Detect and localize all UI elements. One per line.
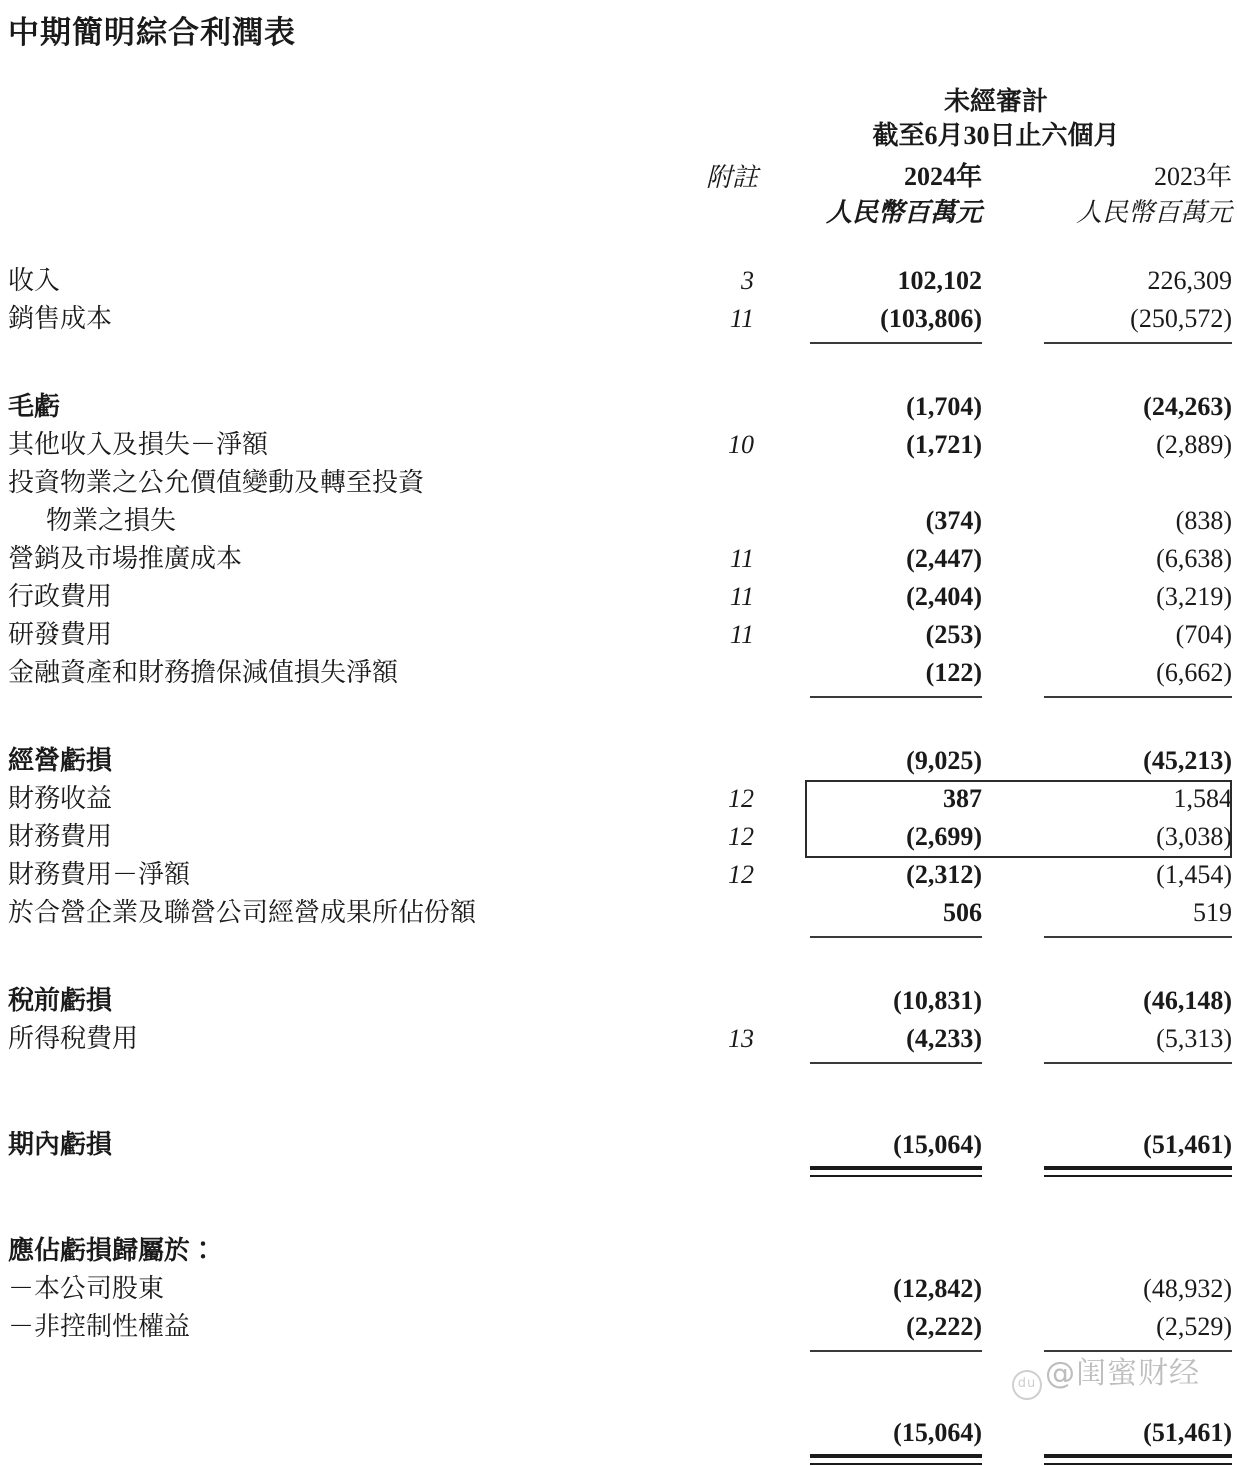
spacer-cell <box>982 426 1030 464</box>
rule-2023 <box>1030 692 1237 706</box>
row-label <box>0 1414 610 1452</box>
row-label: 稅前虧損 <box>8 986 113 1015</box>
spacer-cell <box>982 578 1030 616</box>
row-spacer <box>0 1072 1237 1126</box>
row-value-2024: (4,233) <box>906 1024 982 1053</box>
spacer-cell <box>982 388 1030 426</box>
table-row <box>0 742 1237 780</box>
row-value-2023: (24,263) <box>1143 392 1232 421</box>
spacer-cell <box>982 540 1030 578</box>
row-note: 11 <box>729 544 754 573</box>
spacer-cell <box>758 1164 800 1178</box>
row-spacer <box>0 706 1237 742</box>
spacer-cell <box>758 1058 800 1072</box>
row-value-2023: (6,662) <box>1156 658 1232 687</box>
row-value-2024: (10,831) <box>893 986 982 1015</box>
spacer-cell <box>0 1164 610 1178</box>
row-label: 金融資產和財務擔保減值損失淨額 <box>8 658 399 687</box>
rule-2023 <box>1030 338 1237 352</box>
spacer-cell <box>982 262 1030 300</box>
row-value-2024: (2,404) <box>906 582 982 611</box>
row-value-2023: 1,584 <box>1173 784 1232 813</box>
row-label: 應佔虧損歸屬於： <box>8 1236 217 1265</box>
spacer-cell <box>982 654 1030 692</box>
row-value-2023: (5,313) <box>1156 1024 1232 1053</box>
table-row <box>0 388 1237 426</box>
row-note <box>610 742 758 780</box>
rule-2024 <box>800 1058 982 1072</box>
spacer-cell <box>982 818 1030 856</box>
table-row <box>0 616 1237 654</box>
row-value-2024: (2,699) <box>906 822 982 851</box>
rule-2023 <box>1030 1452 1237 1466</box>
row-label: 經營虧損 <box>8 746 113 775</box>
table-row <box>0 780 1237 818</box>
spacer-cell <box>610 1452 758 1466</box>
row-note <box>610 1126 758 1164</box>
table-row <box>0 540 1237 578</box>
table-row <box>0 262 1237 300</box>
spacer-cell <box>758 932 800 946</box>
row-note: 11 <box>729 582 754 611</box>
table-row <box>0 1270 1237 1308</box>
subtotal-rule <box>0 338 1237 352</box>
row-note <box>610 464 758 502</box>
spacer-cell <box>982 1126 1030 1164</box>
spacer-cell <box>0 692 610 706</box>
spacer-cell <box>982 616 1030 654</box>
spacer-cell <box>982 1020 1030 1058</box>
spacer-cell <box>758 1346 800 1360</box>
table-row <box>0 894 1237 932</box>
row-value-2023: (2,529) <box>1156 1312 1232 1341</box>
header-unaudited: 未經審計 <box>943 87 1048 116</box>
table-row <box>0 856 1237 894</box>
row-value-2023 <box>1030 464 1237 502</box>
rule-2023 <box>1030 932 1237 946</box>
spacer-cell <box>0 1346 610 1360</box>
table-row <box>0 1232 1237 1270</box>
row-value-2023: (51,461) <box>1143 1130 1232 1159</box>
row-label: 收入 <box>8 266 61 295</box>
header-year-2023: 2023年 <box>1153 162 1232 191</box>
row-value-2024: 102,102 <box>897 266 982 295</box>
row-value-2023: 519 <box>1193 898 1232 927</box>
row-value-2024: (2,222) <box>906 1312 982 1341</box>
row-note: 11 <box>729 304 754 333</box>
row-value-2023: (3,219) <box>1156 582 1232 611</box>
row-value-2024: (374) <box>925 506 982 535</box>
row-value-2024: (2,447) <box>906 544 982 573</box>
total-rule <box>0 1164 1237 1178</box>
row-value-2023: (2,889) <box>1156 430 1232 459</box>
row-value-2024: (15,064) <box>893 1130 982 1159</box>
table-row <box>0 578 1237 616</box>
spacer-cell <box>982 692 1030 706</box>
row-note <box>610 1308 758 1346</box>
table-row <box>0 982 1237 1020</box>
spacer-cell <box>758 540 800 578</box>
row-spacer <box>0 352 1237 388</box>
spacer-cell <box>982 780 1030 818</box>
row-value-2023: (48,932) <box>1143 1274 1232 1303</box>
header-currency-2024: 人民幣百萬元 <box>825 198 982 227</box>
row-value-2024: (1,704) <box>906 392 982 421</box>
row-value-2024: (12,842) <box>893 1274 982 1303</box>
table-row <box>0 502 1237 540</box>
row-note: 12 <box>728 822 754 851</box>
watermark-text: @闺蜜财经 <box>1045 1356 1200 1391</box>
row-note: 3 <box>741 266 754 295</box>
row-spacer <box>0 1178 1237 1232</box>
spacer-cell <box>758 1308 800 1346</box>
total-rule <box>0 1452 1237 1466</box>
spacer-cell <box>982 1452 1030 1466</box>
table-row <box>0 1020 1237 1058</box>
spacer-cell <box>758 300 800 338</box>
table-row <box>0 300 1237 338</box>
subtotal-rule <box>0 692 1237 706</box>
spacer-cell <box>982 1058 1030 1072</box>
row-value-2024: (9,025) <box>906 746 982 775</box>
header-currency-2023: 人民幣百萬元 <box>1075 198 1232 227</box>
spacer-cell <box>758 262 800 300</box>
spacer-cell <box>758 894 800 932</box>
spacer-cell <box>982 982 1030 1020</box>
row-value-2023: 226,309 <box>1147 266 1232 295</box>
spacer-cell <box>758 982 800 1020</box>
row-label: 投資物業之公允價值變動及轉至投資 <box>8 468 425 497</box>
spacer-cell <box>610 1346 758 1360</box>
header-year-2024: 2024年 <box>903 162 982 191</box>
baidu-paw-icon: du <box>1012 1370 1042 1400</box>
row-note <box>610 982 758 1020</box>
row-label: 其他收入及損失－淨額 <box>8 430 269 459</box>
row-note: 13 <box>728 1024 754 1053</box>
spacer-cell <box>982 894 1030 932</box>
row-value-2023: (250,572) <box>1130 304 1232 333</box>
spacer-cell <box>982 464 1030 502</box>
rule-2023 <box>1030 1164 1237 1178</box>
spacer-cell <box>758 654 800 692</box>
header-period: 截至6月30日止六個月 <box>872 121 1120 150</box>
spacer-cell <box>758 1414 800 1452</box>
spacer-cell <box>982 932 1030 946</box>
income-statement-table <box>0 262 1237 1466</box>
row-note <box>610 388 758 426</box>
spacer-cell <box>982 742 1030 780</box>
rule-2024 <box>800 692 982 706</box>
spacer-cell <box>982 856 1030 894</box>
spacer-cell <box>0 338 610 352</box>
spacer-cell <box>610 1164 758 1178</box>
table-row <box>0 1414 1237 1452</box>
spacer-cell <box>758 502 800 540</box>
row-value-2023: (51,461) <box>1143 1418 1232 1447</box>
row-value-2024: 387 <box>943 784 982 813</box>
spacer-cell <box>610 1058 758 1072</box>
spacer-cell <box>758 1270 800 1308</box>
rule-2023 <box>1030 1058 1237 1072</box>
spacer-cell <box>758 1020 800 1058</box>
row-label: 毛虧 <box>8 392 61 421</box>
row-value-2024: (1,721) <box>906 430 982 459</box>
row-value-2024: (253) <box>925 620 982 649</box>
spacer-cell <box>0 932 610 946</box>
row-label: 財務費用－淨額 <box>8 860 191 889</box>
row-value-2023: (46,148) <box>1143 986 1232 1015</box>
spacer-cell <box>0 1452 610 1466</box>
row-value-2023: (704) <box>1175 620 1232 649</box>
rule-2024 <box>800 1164 982 1178</box>
row-label: 於合營企業及聯營公司經營成果所佔份額 <box>8 898 477 927</box>
row-spacer <box>0 946 1237 982</box>
rule-2024 <box>800 932 982 946</box>
spacer-cell <box>982 300 1030 338</box>
row-value-2023: (3,038) <box>1156 822 1232 851</box>
row-note <box>610 1232 758 1270</box>
spacer-cell <box>758 388 800 426</box>
spacer-cell <box>758 1232 800 1270</box>
spacer-cell <box>610 338 758 352</box>
row-value-2023: (6,638) <box>1156 544 1232 573</box>
row-value-2024: (122) <box>925 658 982 687</box>
spacer-cell <box>758 464 800 502</box>
row-label: 營銷及市場推廣成本 <box>8 544 243 573</box>
row-note: 12 <box>728 860 754 889</box>
row-value-2024: (2,312) <box>906 860 982 889</box>
row-note <box>610 654 758 692</box>
watermark <box>1012 1348 1200 1396</box>
page-title: 中期簡明綜合利潤表 <box>8 15 296 50</box>
spacer-cell <box>982 1232 1030 1270</box>
header-note-column: 附註 <box>705 163 758 192</box>
spacer-cell <box>758 692 800 706</box>
spacer-cell <box>982 338 1030 352</box>
row-label: 行政費用 <box>8 582 113 611</box>
spacer-cell <box>758 1452 800 1466</box>
spacer-cell <box>982 1308 1030 1346</box>
rule-2024 <box>800 1452 982 1466</box>
row-label: 財務收益 <box>8 784 113 813</box>
row-label: 銷售成本 <box>8 304 113 333</box>
row-note: 10 <box>728 430 754 459</box>
row-label: 財務費用 <box>8 822 113 851</box>
spacer-cell <box>982 502 1030 540</box>
spacer-cell <box>982 1164 1030 1178</box>
row-note: 12 <box>728 784 754 813</box>
column-headers <box>0 82 1237 242</box>
spacer-cell <box>982 1414 1030 1452</box>
row-note <box>610 894 758 932</box>
table-row <box>0 1308 1237 1346</box>
row-label: 物業之損失 <box>46 506 177 535</box>
row-value-2024: (15,064) <box>893 1418 982 1447</box>
table-row <box>0 426 1237 464</box>
subtotal-rule <box>0 932 1237 946</box>
row-note <box>610 1414 758 1452</box>
row-label: 研發費用 <box>8 620 113 649</box>
spacer-cell <box>758 338 800 352</box>
spacer-cell <box>610 932 758 946</box>
row-value-2023: (45,213) <box>1143 746 1232 775</box>
row-label: －本公司股東 <box>8 1274 165 1303</box>
spacer-cell <box>758 616 800 654</box>
table-row <box>0 1126 1237 1164</box>
row-value-2024 <box>800 464 982 502</box>
spacer-cell <box>758 780 800 818</box>
row-value-2023: (1,454) <box>1156 860 1232 889</box>
spacer-cell <box>758 742 800 780</box>
row-label: 所得稅費用 <box>8 1024 139 1053</box>
spacer-cell <box>758 818 800 856</box>
row-note <box>610 1270 758 1308</box>
row-note: 11 <box>729 620 754 649</box>
spacer-cell <box>758 426 800 464</box>
rule-2024 <box>800 338 982 352</box>
table-row <box>0 464 1237 502</box>
table-row <box>0 654 1237 692</box>
row-value-2023: (838) <box>1175 506 1232 535</box>
spacer-cell <box>610 692 758 706</box>
spacer-cell <box>982 1270 1030 1308</box>
spacer-cell <box>758 856 800 894</box>
table-row <box>0 818 1237 856</box>
rule-2024 <box>800 1346 982 1360</box>
row-value-2024: 506 <box>943 898 982 927</box>
row-value-2023 <box>1030 1232 1237 1270</box>
spacer-cell <box>758 578 800 616</box>
spacer-cell <box>0 1058 610 1072</box>
row-label: －非控制性權益 <box>8 1312 191 1341</box>
row-label: 期內虧損 <box>8 1130 113 1159</box>
row-value-2024 <box>800 1232 982 1270</box>
row-note <box>610 502 758 540</box>
row-value-2024: (103,806) <box>880 304 982 333</box>
subtotal-rule <box>0 1058 1237 1072</box>
spacer-cell <box>758 1126 800 1164</box>
